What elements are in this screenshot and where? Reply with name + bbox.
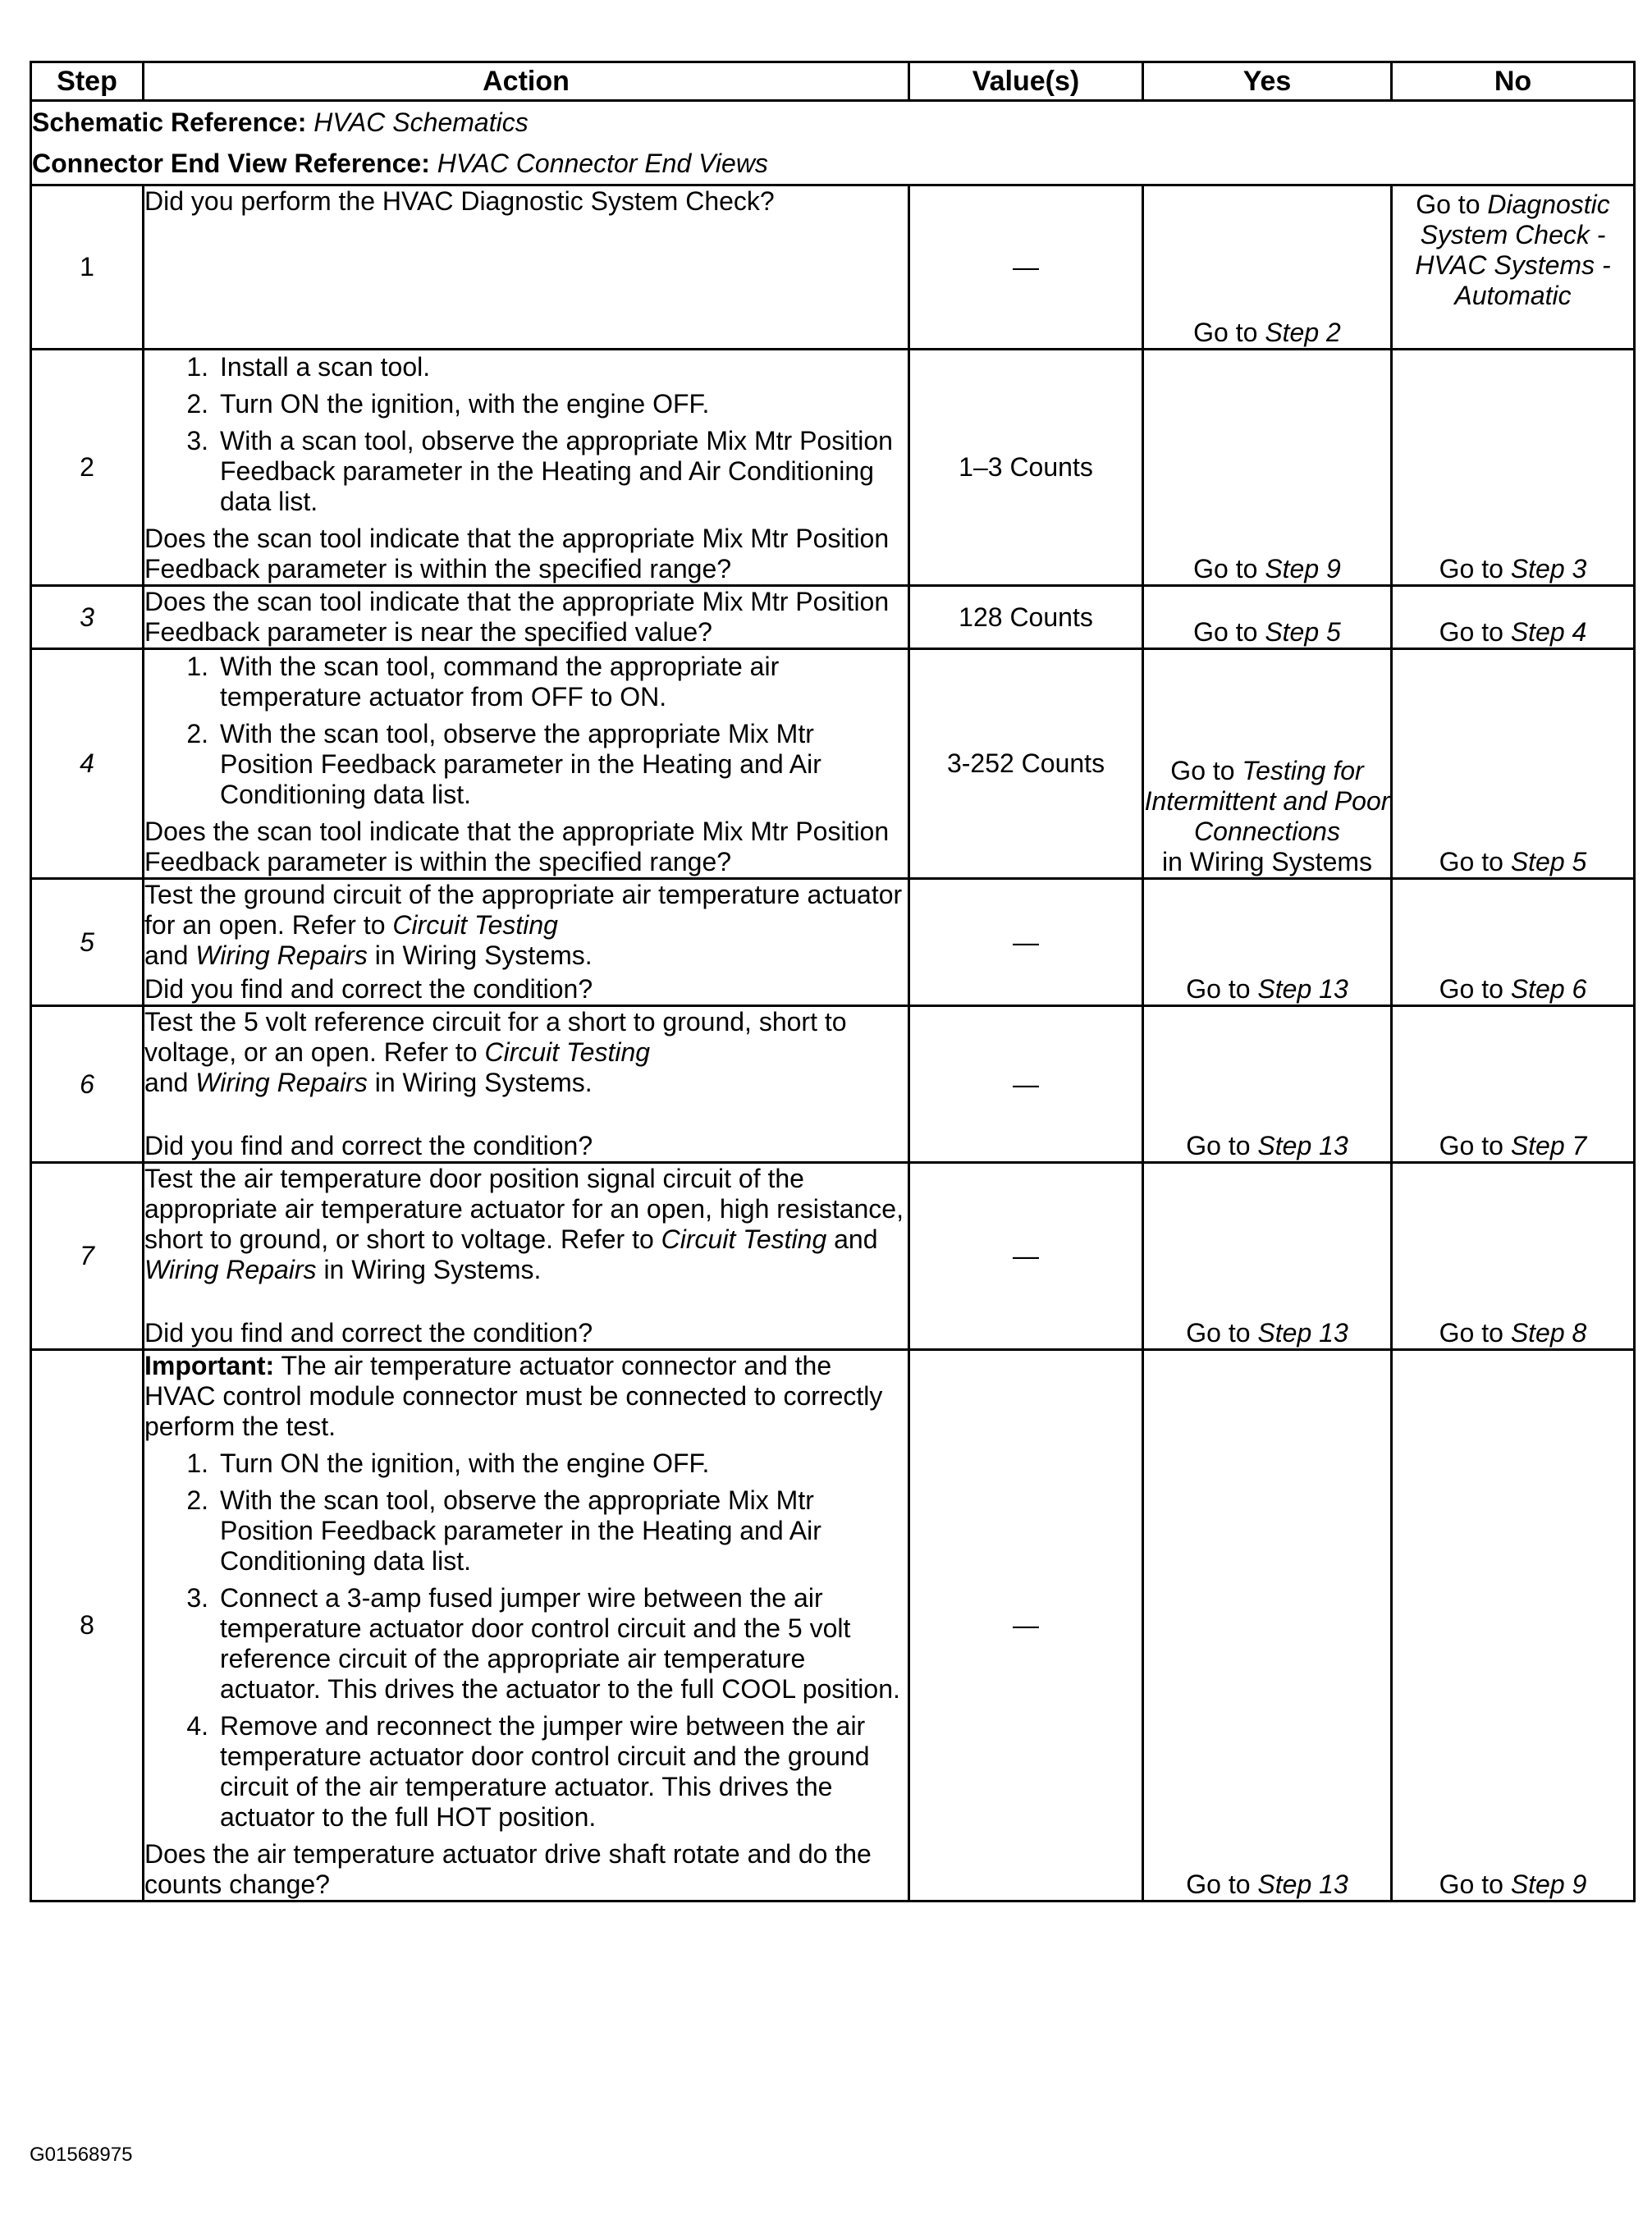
yes-link[interactable]: Step 13: [1257, 1318, 1348, 1348]
schematic-reference-label: Schematic Reference:: [32, 108, 307, 137]
yes-suffix: in Wiring Systems: [1161, 847, 1373, 876]
step-value: —: [909, 1006, 1143, 1163]
step-value: —: [909, 879, 1143, 1006]
action-text: Test the 5 volt reference circuit for a short to ground, short to voltage, or an open. Refer to Circuit Testing and Wiring Repairs in Wiring Systems.: [144, 1007, 847, 1097]
question-text: Does the air temperature actuator drive shaft rotate and do the counts change?: [144, 1839, 872, 1899]
yes-cell[interactable]: [1143, 1163, 1392, 1350]
table-row: [31, 1350, 1635, 1902]
list-item: 1. With the scan tool, command the appropriate air temperature actuator from OFF to ON.: [186, 652, 780, 712]
list-item: 3. Connect a 3-amp fused jumper wire between the air temperature actuator door control circuit and the 5 volt reference circuit of the appropriate air temperature actuator. This drives the actuator to the full COOL position.: [186, 1583, 900, 1704]
yes-link[interactable]: Step 9: [1265, 554, 1341, 583]
step-value: 3-252 Counts: [909, 649, 1143, 879]
wiring-repairs-link[interactable]: Wiring Repairs: [144, 1255, 317, 1284]
no-cell[interactable]: [1392, 586, 1635, 649]
step-number: 6: [31, 1006, 144, 1163]
yes-link[interactable]: Step 5: [1265, 617, 1341, 647]
wiring-repairs-link[interactable]: Wiring Repairs: [195, 940, 368, 970]
schematic-reference-link[interactable]: HVAC Schematics: [313, 108, 529, 137]
yes-prefix: Go to: [1186, 1131, 1258, 1160]
step-number: 8: [31, 1350, 144, 1902]
action-text: Test the air temperature door position signal circuit of the appropriate air temperature actuator for an open, high resistance, short to ground, or short to voltage. Refer to Circuit Testing and Wiring Repairs in Wiring Systems.: [144, 1164, 904, 1284]
no-prefix: Go to: [1439, 1869, 1511, 1899]
step-value: 1–3 Counts: [909, 350, 1143, 586]
question-text: Does the scan tool indicate that the appropriate Mix Mtr Position Feedback parameter is within the specified range?: [144, 524, 890, 583]
circuit-testing-link[interactable]: Circuit Testing: [392, 910, 558, 940]
instruction-list: [144, 352, 908, 517]
no-prefix: Go to: [1439, 1131, 1511, 1160]
list-item: 4. Remove and reconnect the jumper wire between the air temperature actuator door control circuit and the ground circuit of the air temperature actuator. This drives the actuator to the full HOT position.: [186, 1711, 870, 1832]
table-row: [31, 649, 1635, 879]
step-number: 7: [31, 1163, 144, 1350]
list-item: 2. Turn ON the ignition, with the engine OFF.: [186, 389, 710, 419]
action-text: Did you perform the HVAC Diagnostic System Check?: [144, 186, 775, 216]
no-link[interactable]: Diagnostic System Check - HVAC Systems - Automatic: [1415, 190, 1611, 310]
yes-link[interactable]: Step 13: [1257, 1131, 1348, 1160]
yes-cell[interactable]: [1143, 649, 1392, 879]
step-number: 3: [31, 586, 144, 649]
connector-reference: [32, 143, 1633, 184]
reference-cell: [31, 101, 1635, 185]
no-prefix: Go to: [1439, 554, 1511, 583]
table-row: [31, 1163, 1635, 1350]
no-prefix: Go to: [1439, 974, 1511, 1004]
circuit-testing-link[interactable]: Circuit Testing: [661, 1224, 827, 1254]
step-action: [144, 586, 909, 649]
step-action: [144, 879, 909, 1006]
no-cell[interactable]: [1392, 879, 1635, 1006]
question-text: Did you find and correct the condition?: [144, 974, 593, 1004]
step-action: [144, 1350, 909, 1902]
step-action: [144, 350, 909, 586]
step-action: [144, 185, 909, 350]
step-value: —: [909, 1350, 1143, 1902]
step-value: 128 Counts: [909, 586, 1143, 649]
header-yes: Yes: [1143, 62, 1392, 101]
step-action: [144, 1006, 909, 1163]
header-step: Step: [31, 62, 144, 101]
no-link[interactable]: Step 8: [1510, 1318, 1587, 1348]
step-value: —: [909, 1163, 1143, 1350]
list-item: 1. Install a scan tool.: [186, 352, 431, 382]
yes-prefix: Go to: [1170, 756, 1242, 785]
no-prefix: Go to: [1439, 847, 1511, 876]
no-prefix: Go to: [1439, 1318, 1511, 1348]
yes-prefix: Go to: [1186, 974, 1258, 1004]
yes-cell[interactable]: [1143, 1350, 1392, 1902]
header-no: No: [1392, 62, 1635, 101]
yes-prefix: Go to: [1186, 1318, 1258, 1348]
yes-cell[interactable]: [1143, 586, 1392, 649]
no-prefix: Go to: [1416, 190, 1488, 219]
no-cell[interactable]: [1392, 1006, 1635, 1163]
yes-cell[interactable]: [1143, 350, 1392, 586]
step-number: 4: [31, 649, 144, 879]
list-item: 3. With a scan tool, observe the appropriate Mix Mtr Position Feedback parameter in the Heating and Air Conditioning data list.: [186, 426, 893, 516]
no-cell[interactable]: [1392, 1163, 1635, 1350]
connector-reference-link[interactable]: HVAC Connector End Views: [437, 149, 768, 178]
important-note: Important: The air temperature actuator connector and the HVAC control module connector must be connected to correctly perform the test.: [144, 1351, 883, 1441]
diagnostic-table: [30, 61, 1636, 1902]
no-prefix: Go to: [1439, 617, 1511, 647]
step-number: 2: [31, 350, 144, 586]
yes-link[interactable]: Step 13: [1257, 1869, 1348, 1899]
yes-cell[interactable]: [1143, 1006, 1392, 1163]
step-number: 1: [31, 185, 144, 350]
yes-prefix: Go to: [1193, 617, 1265, 647]
yes-link[interactable]: Step 13: [1257, 974, 1348, 1004]
instruction-list: [144, 1448, 908, 1833]
yes-cell[interactable]: [1143, 879, 1392, 1006]
connector-reference-label: Connector End View Reference:: [32, 149, 430, 178]
table-row: [31, 586, 1635, 649]
no-link[interactable]: Step 7: [1510, 1131, 1587, 1160]
schematic-reference: [32, 102, 1633, 143]
no-link[interactable]: Step 5: [1510, 847, 1587, 876]
list-item: 2. With the scan tool, observe the appropriate Mix Mtr Position Feedback parameter in the Heating and Air Conditioning data list.: [186, 719, 821, 809]
header-row: [31, 62, 1635, 101]
no-cell[interactable]: [1392, 185, 1635, 350]
no-link[interactable]: Step 9: [1510, 1869, 1587, 1899]
no-link[interactable]: Step 4: [1510, 617, 1587, 647]
step-number: 5: [31, 879, 144, 1006]
table-row: [31, 1006, 1635, 1163]
question-text: Did you find and correct the condition?: [144, 1318, 593, 1348]
step-action: [144, 649, 909, 879]
no-cell[interactable]: [1392, 1350, 1635, 1902]
instruction-list: [144, 652, 908, 810]
question-text: Did you find and correct the condition?: [144, 1131, 593, 1160]
list-item: 1. Turn ON the ignition, with the engine OFF.: [186, 1448, 710, 1478]
table-row: [31, 350, 1635, 586]
table-row: [31, 879, 1635, 1006]
step-action: [144, 1163, 909, 1350]
action-text: Does the scan tool indicate that the appropriate Mix Mtr Position Feedback parameter is near the specified value?: [144, 587, 890, 647]
header-values: Value(s): [909, 62, 1143, 101]
yes-link[interactable]: Step 2: [1265, 318, 1341, 347]
important-label: Important:: [144, 1351, 275, 1380]
yes-prefix: Go to: [1193, 318, 1265, 347]
yes-cell[interactable]: [1143, 185, 1392, 350]
no-cell[interactable]: [1392, 350, 1635, 586]
yes-link[interactable]: Testing for Intermittent and Poor Connections: [1144, 756, 1390, 846]
circuit-testing-link[interactable]: Circuit Testing: [484, 1037, 651, 1067]
list-item: 2. With the scan tool, observe the appropriate Mix Mtr Position Feedback parameter in the Heating and Air Conditioning data list.: [186, 1485, 821, 1576]
reference-row: [31, 101, 1635, 185]
no-cell[interactable]: [1392, 649, 1635, 879]
yes-prefix: Go to: [1193, 554, 1265, 583]
table-row: [31, 185, 1635, 350]
question-text: Does the scan tool indicate that the appropriate Mix Mtr Position Feedback parameter is within the specified range?: [144, 817, 890, 876]
no-link[interactable]: Step 3: [1510, 554, 1587, 583]
wiring-repairs-link[interactable]: Wiring Repairs: [195, 1068, 368, 1097]
no-link[interactable]: Step 6: [1510, 974, 1587, 1004]
action-text: Test the ground circuit of the appropriate air temperature actuator for an open. Refer to Circuit Testing and Wiring Repairs in Wiring Systems.: [144, 880, 903, 970]
figure-id: G01568975: [30, 2144, 133, 2166]
step-value: —: [909, 185, 1143, 350]
header-action: Action: [144, 62, 909, 101]
yes-prefix: Go to: [1186, 1869, 1258, 1899]
